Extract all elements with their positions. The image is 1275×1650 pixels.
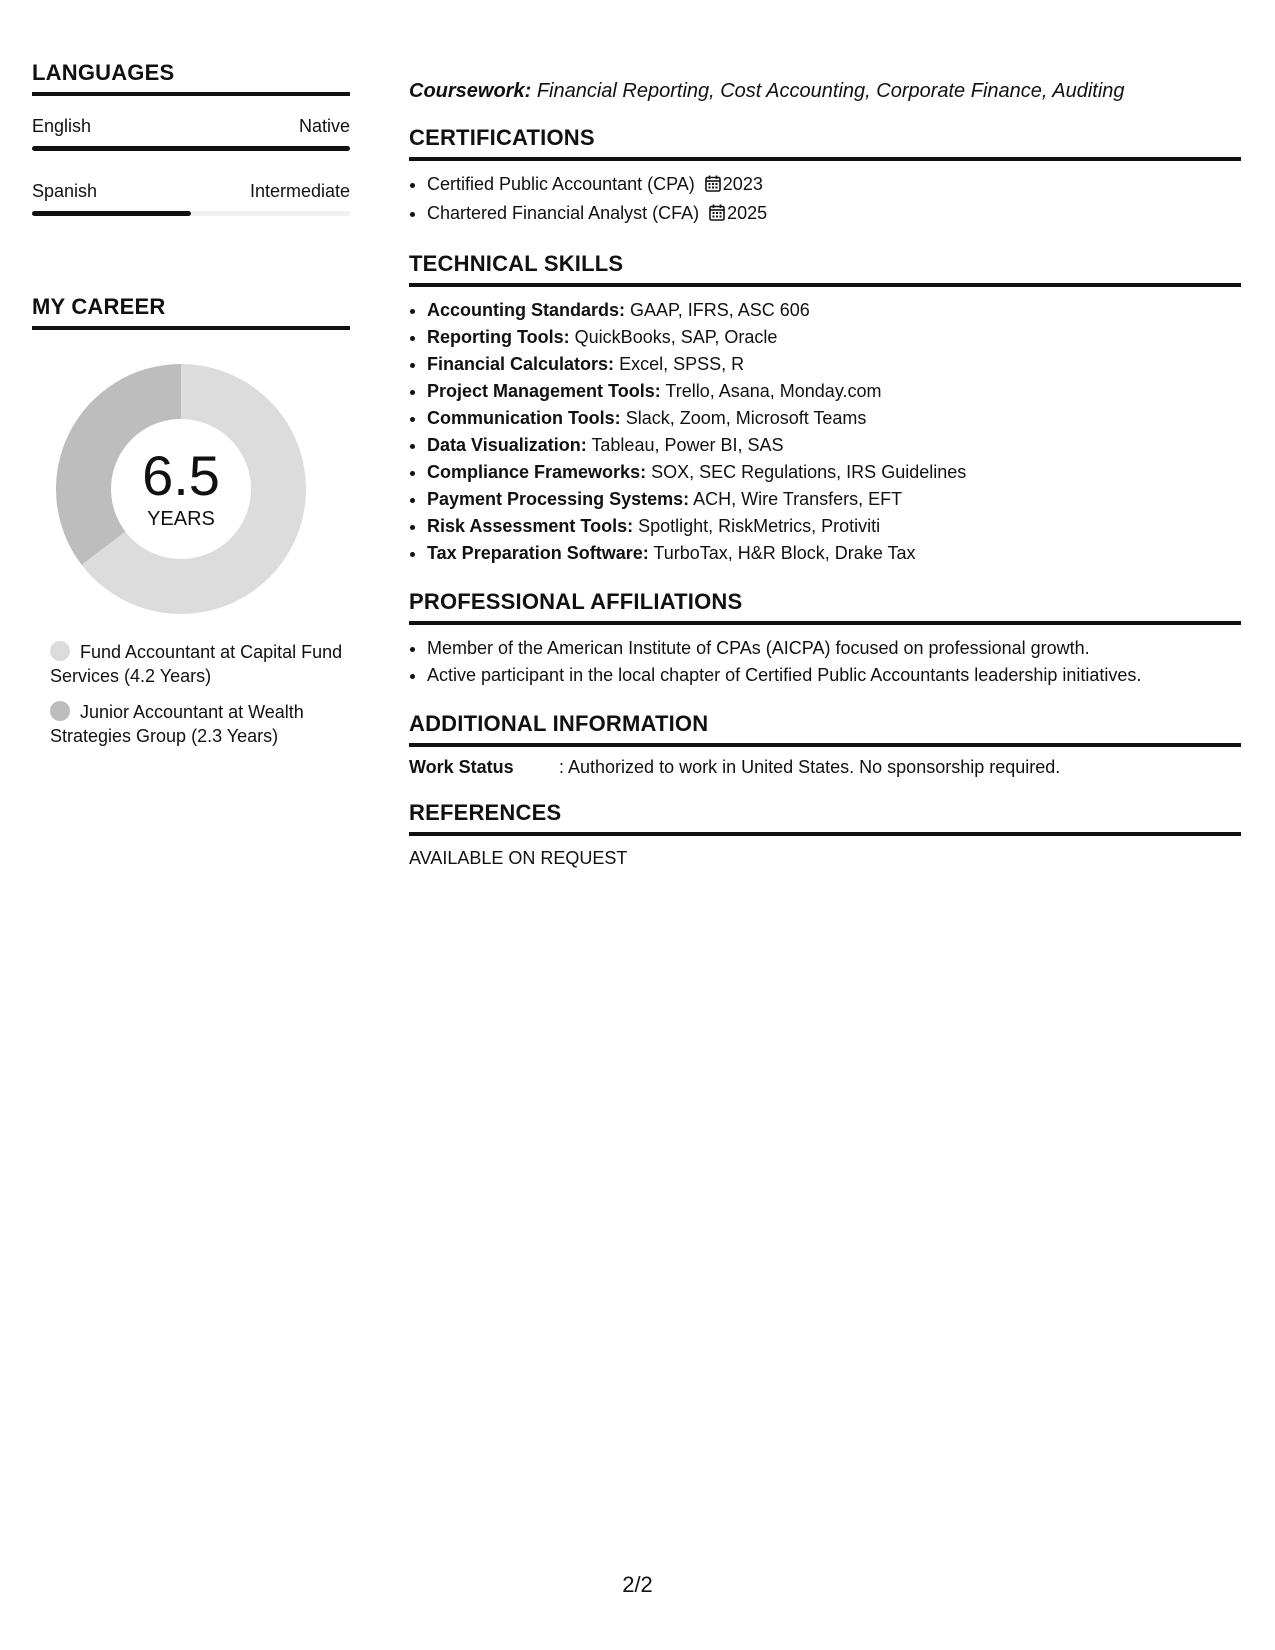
language-proficiency-bar xyxy=(32,211,350,216)
skill-value: Tableau, Power BI, SAS xyxy=(591,435,784,455)
language-item xyxy=(32,116,350,151)
certification-name: Chartered Financial Analyst (CFA) xyxy=(427,203,700,223)
certification-name: Certified Public Accountant (CPA) xyxy=(427,174,695,194)
certification-item xyxy=(427,200,1241,229)
references-title: REFERENCES xyxy=(409,800,1241,836)
skill-item xyxy=(427,540,1241,567)
legend-label: Junior Accountant at Wealth Strategies Group (2.3 Years) xyxy=(50,702,304,746)
technical-skills-list xyxy=(409,297,1241,567)
language-proficiency-fill xyxy=(32,146,350,151)
skill-label: Project Management Tools: xyxy=(427,381,661,401)
coursework xyxy=(409,80,1241,103)
legend-item xyxy=(50,700,350,748)
skill-value: SOX, SEC Regulations, IRS Guidelines xyxy=(651,462,967,482)
legend-label: Fund Accountant at Capital Fund Services (4.2 Years) xyxy=(50,642,343,686)
skill-item xyxy=(427,324,1241,351)
certifications-list xyxy=(409,171,1241,229)
career-legend xyxy=(50,640,350,748)
language-level: Intermediate xyxy=(249,181,350,201)
skill-label: Compliance Frameworks: xyxy=(427,462,647,482)
skill-item xyxy=(427,378,1241,405)
skill-value: Slack, Zoom, Microsoft Teams xyxy=(625,408,867,428)
skill-value: QuickBooks, SAP, Oracle xyxy=(574,327,778,347)
skill-value: TurboTax, H&R Block, Drake Tax xyxy=(653,543,916,563)
affiliations-title: PROFESSIONAL AFFILIATIONS xyxy=(409,589,1241,625)
affiliation-item: • Active participant in the local chapter of Certified Public Accountants leadership initiatives. xyxy=(427,662,1241,689)
language-proficiency-fill xyxy=(32,211,191,216)
skill-label: Tax Preparation Software: xyxy=(427,543,649,563)
skill-value: Excel, SPSS, R xyxy=(619,354,745,374)
additional-info-title: ADDITIONAL INFORMATION xyxy=(409,711,1241,747)
career-years-unit: YEARS xyxy=(147,507,215,530)
language-name: English xyxy=(32,116,92,136)
skill-value: GAAP, IFRS, ASC 606 xyxy=(630,300,810,320)
right-column xyxy=(409,60,1241,869)
work-status-value: : Authorized to work in United States. No sponsorship required. xyxy=(559,757,1061,777)
certifications-title: CERTIFICATIONS xyxy=(409,125,1241,161)
calendar-icon xyxy=(705,173,721,200)
skill-label: Accounting Standards: xyxy=(427,300,626,320)
certification-year: 2025 xyxy=(727,203,768,223)
references-text: AVAILABLE ON REQUEST xyxy=(409,848,628,868)
coursework-text: Financial Reporting, Cost Accounting, Corporate Finance, Auditing xyxy=(536,80,1125,102)
skill-item xyxy=(427,486,1241,513)
affiliations-list xyxy=(409,635,1241,689)
affiliation-item: • Member of the American Institute of CPAs (AICPA) focused on professional growth. xyxy=(427,635,1241,662)
skill-value: Trello, Asana, Monday.com xyxy=(665,381,882,401)
left-column xyxy=(32,60,350,760)
skill-value: Spotlight, RiskMetrics, Protiviti xyxy=(638,516,881,536)
skill-label: Data Visualization: xyxy=(427,435,587,455)
work-status-row xyxy=(409,757,1241,778)
skill-item xyxy=(427,432,1241,459)
languages-title: LANGUAGES xyxy=(32,60,350,96)
skill-item xyxy=(427,351,1241,378)
work-status-label: Work Status xyxy=(409,757,514,777)
skill-label: Payment Processing Systems: xyxy=(427,489,690,509)
language-proficiency-bar xyxy=(32,146,350,151)
skill-item xyxy=(427,459,1241,486)
skill-value: ACH, Wire Transfers, EFT xyxy=(693,489,903,509)
skill-item xyxy=(427,405,1241,432)
skill-label: Risk Assessment Tools: xyxy=(427,516,634,536)
language-item xyxy=(32,181,350,216)
skill-label: Reporting Tools: xyxy=(427,327,570,347)
legend-dot xyxy=(50,641,70,661)
skill-item xyxy=(427,513,1241,540)
career-title: MY CAREER xyxy=(32,294,350,330)
certification-year: 2023 xyxy=(722,174,763,194)
certification-item xyxy=(427,171,1241,200)
career-total-years: 6.5 xyxy=(142,443,220,507)
skill-label: Financial Calculators: xyxy=(427,354,615,374)
page-number: 2/2 xyxy=(622,1572,653,1597)
career-donut-chart xyxy=(56,364,306,614)
skill-label: Communication Tools: xyxy=(427,408,621,428)
donut-center xyxy=(56,364,306,614)
technical-skills-title: TECHNICAL SKILLS xyxy=(409,251,1241,287)
language-name: Spanish xyxy=(32,181,98,201)
coursework-label: Coursework: xyxy=(409,80,532,102)
language-level: Native xyxy=(298,116,350,136)
calendar-icon xyxy=(709,202,725,229)
skill-item xyxy=(427,297,1241,324)
legend-item xyxy=(50,640,350,688)
legend-dot xyxy=(50,701,70,721)
